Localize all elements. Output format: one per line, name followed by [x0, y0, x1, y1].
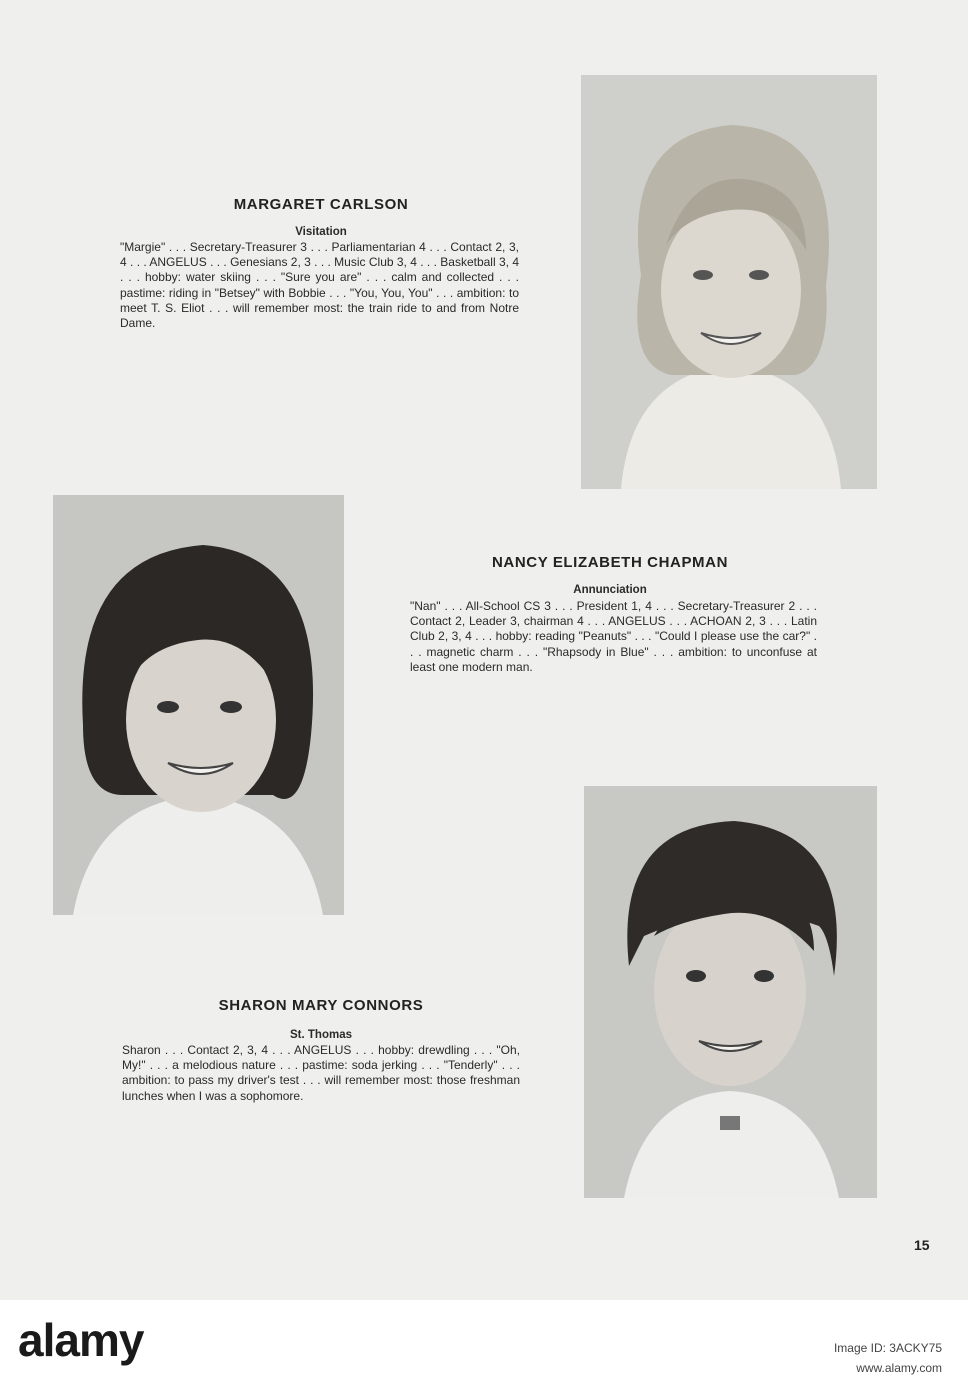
website-url: www.alamy.com — [856, 1361, 942, 1375]
student-parish: Visitation — [295, 226, 347, 238]
stock-photo-footer — [0, 1300, 968, 1390]
student-bio: "Margie" . . . Secretary-Treasurer 3 . . . Parliamentarian 4 . . . Contact 2, 3, 4 . . . ANGELUS . . . Genesians 2, 3 . . . Music Club 3, 4 . . . Basketball 3, 4 . . . hobby: water skiing . . . "Sure you are" . . . calm and collected . . . pastime: riding in "Betsey" with Bobbie . . . "You, You, You" . . . ambition: to meet T. S. Eliot . . . will remember most: the train ride to and from Notre Dame. — [120, 240, 519, 331]
portrait-photo-nancy-chapman — [53, 495, 344, 915]
student-parish: St. Thomas — [290, 1029, 352, 1041]
portrait-photo-sharon-connors — [584, 786, 877, 1198]
student-name: MARGARET CARLSON — [233, 196, 409, 213]
image-id: Image ID: 3ACKY75 — [833, 1341, 942, 1355]
student-parish: Annunciation — [573, 584, 647, 596]
image-info — [834, 1338, 942, 1378]
student-bio: "Nan" . . . All-School CS 3 . . . President 1, 4 . . . Secretary-Treasurer 2 . . . Contact 2, Leader 3, chairman 4 . . . ANGELUS . . . ACHOAN 2, 3 . . . Latin Club 2, 3, 4 . . . hobby: reading "Peanuts" . . . "Could I please use the car?" . . . magnetic charm . . . "Rhapsody in Blue" . . . ambition: to unconfuse at least one modern man. — [410, 599, 817, 674]
student-name: SHARON MARY CONNORS — [218, 997, 424, 1014]
alamy-logo: alamy — [18, 1314, 144, 1366]
student-name: NANCY ELIZABETH CHAPMAN — [491, 554, 729, 571]
page-number: 15 — [914, 1237, 930, 1253]
student-bio: Sharon . . . Contact 2, 3, 4 . . . ANGELUS . . . hobby: drewdling . . . "Oh, My!" . . . a melodious nature . . . pastime: soda jerking . . . "Tenderly" . . . ambition: to pass my driver's test . . . will remember most: those freshman lunches when I was a sophomore. — [122, 1043, 520, 1103]
portrait-photo-margaret-carlson — [581, 75, 877, 489]
